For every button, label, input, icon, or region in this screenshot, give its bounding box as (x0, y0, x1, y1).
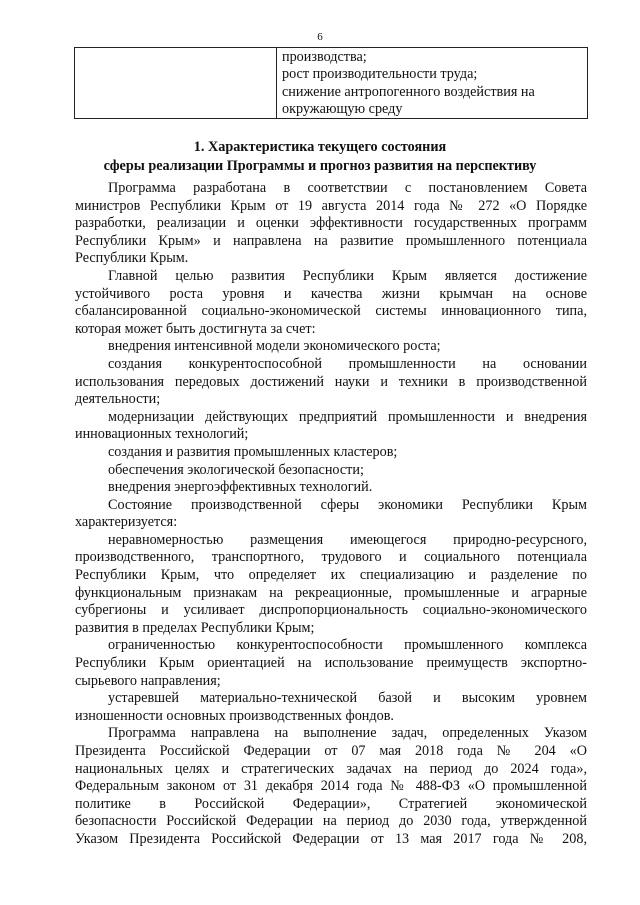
text-line: сбалансированной социально-экономической системы инновационного типа, (75, 303, 587, 320)
text-line: Республики Крым ориентацией на использование преимуществ экспортно- (75, 655, 587, 672)
continuation-table (74, 47, 588, 119)
text-line: ограниченностью конкурентоспособности промышленного комплекса (108, 637, 587, 654)
text-line: Программа направлена на выполнение задач, определенных Указом (108, 725, 587, 742)
text-line: политике в Российской Федерации», Стратегией экономической (75, 795, 587, 812)
text-line: развития в пределах Республики Крым; (75, 619, 315, 636)
text-line: безопасности Российской Федерации на период до 2030 года, утвержденной (75, 813, 587, 830)
text-line: Республики Крым, что определяет их специализацию и разделение по (75, 567, 587, 584)
text-line: деятельности; (75, 391, 161, 408)
text-line: создания конкурентоспособной промышленности на основании (108, 355, 587, 372)
text-line: Республики Крым» и направлена на развитие промышленного потенциала (75, 232, 587, 249)
text-line: внедрения интенсивной модели экономического роста; (108, 338, 441, 355)
text-line: министров Республики Крым от 19 августа 2014 года № 272 «О Порядке (75, 197, 587, 214)
table-line: окружающую среду (282, 100, 403, 117)
table-empty-cell (75, 48, 277, 119)
table-line: снижение антропогенного воздействия на (282, 83, 535, 100)
table-line: рост производительности труда; (282, 66, 478, 83)
text-line: Главной целью развития Республики Крым является достижение (108, 267, 587, 284)
table-text-cell (277, 48, 588, 119)
text-line: устаревшей материально-технической базой и высоким уровнем (108, 690, 587, 707)
text-line: Президента Российской Федерации от 07 мая 2018 года № 204 «О (75, 743, 587, 759)
text-line: устойчивого роста уровня и качества жизни крымчан на основе (75, 285, 587, 302)
text-line: обеспечения экологической безопасности; (108, 461, 364, 478)
text-line: характеризуется: (75, 514, 178, 531)
text-line: функциональным признакам на рекреационные, промышленные и аграрные (75, 584, 587, 601)
text-line: использования передовых достижений науки и техники в производственной (75, 373, 587, 390)
text-line: изношенности основных производственных фондов. (75, 707, 394, 724)
section-heading-line: сферы реализации Программы и прогноз развития на перспективу (103, 158, 537, 174)
section-heading (0, 138, 640, 176)
text-line: внедрения энергоэффективных технологий. (108, 479, 373, 496)
body-text (75, 180, 587, 849)
section-heading-line: 1. Характеристика текущего состояния (193, 139, 447, 155)
text-line: Состояние производственной сферы экономики Республики Крым (108, 496, 587, 513)
text-line: которая может быть достигнута за счет: (75, 320, 316, 337)
text-line: неравномерностью размещения имеющегося природно-ресурсного, (108, 531, 587, 548)
text-line: Республики Крым. (75, 250, 189, 267)
table-line: производства; (282, 49, 367, 65)
text-line: производственного, транспортного, трудового и социального потенциала (75, 549, 587, 566)
text-line: субрегионы и усиливает диспропорциональность социально-экономического (75, 602, 587, 619)
text-line: разработки, реализации и оценки эффективности государственных программ (75, 215, 587, 232)
text-line: Программа разработана в соответствии с постановлением Совета (108, 180, 587, 196)
text-line: Указом Президента Российской Федерации от 13 мая 2017 года № 208, (75, 830, 587, 847)
text-line: модернизации действующих предприятий промышленности и внедрения (108, 408, 587, 425)
text-line: создания и развития промышленных кластеров; (108, 443, 398, 460)
text-line: сырьевого направления; (75, 672, 221, 689)
page-number: 6 (317, 31, 323, 43)
text-line: национальных целях и стратегических задачах на период до 2024 года», (75, 760, 587, 777)
text-line: инновационных технологий; (75, 426, 249, 443)
text-line: Федеральным законом от 31 декабря 2014 года № 488-ФЗ «О промышленной (75, 778, 587, 795)
